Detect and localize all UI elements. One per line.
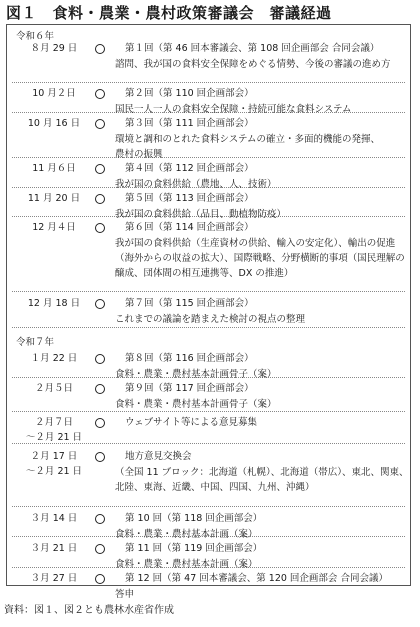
entry-date: 12 月４日 xyxy=(32,222,76,233)
row-separator xyxy=(12,82,405,83)
entry-detail: 食料・農業・農村基本計画骨子（案） xyxy=(115,399,277,410)
circle-bullet-icon xyxy=(95,452,105,462)
figure-title: 図１ 食料・農業・農村政策審議会 審議経過 xyxy=(6,4,332,22)
entry-date: 11 月６日 xyxy=(32,163,76,174)
timeline-entry xyxy=(7,573,410,600)
entry-date: ２月７日 xyxy=(34,417,73,428)
timeline-entry xyxy=(7,353,410,380)
circle-bullet-icon xyxy=(95,89,105,99)
circle-bullet-icon xyxy=(95,44,105,54)
circle-bullet-icon xyxy=(95,384,105,394)
entry-heading: 第９回（第 117 回企画部会） xyxy=(125,383,254,394)
entry-heading: 第８回（第 116 回企画部会） xyxy=(125,353,254,364)
entry-date: ３月 21 日 xyxy=(30,543,78,554)
entry-detail: 食料・農業・農村基本計画（案） xyxy=(115,529,258,540)
entry-detail: 我が国の食料供給（品目、動植物防疫） xyxy=(115,209,287,220)
entry-heading: ウェブサイト等による意見募集 xyxy=(125,417,257,428)
entry-date: 12 月 18 日 xyxy=(27,298,81,309)
entry-heading: 第６回（第 114 回企画部会） xyxy=(125,222,254,233)
entry-date: ～２月 21 日 xyxy=(25,432,83,443)
entry-detail: これまでの議論を踏まえた検討の視点の整理 xyxy=(115,314,306,325)
entry-heading: 第１回（第 46 回本審議会、第 108 回企画部会 合同会議） xyxy=(125,43,380,54)
circle-bullet-icon xyxy=(95,514,105,524)
entry-date: 10 月 16 日 xyxy=(27,118,81,129)
entry-detail: 我が国の食料供給（生産資材の供給、輸入の安定化）、輸出の促進 xyxy=(115,238,396,249)
row-separator xyxy=(12,157,405,158)
timeline-entry xyxy=(7,88,410,115)
entry-date: 11 月 20 日 xyxy=(27,193,81,204)
entry-detail: 我が国の食料供給（農地、人、技術） xyxy=(115,179,277,190)
entry-detail: 醸成、団体間の相互連携等、DX の推進） xyxy=(115,268,294,279)
entry-heading: 第２回（第 110 回企画部会） xyxy=(125,88,254,99)
timeline-entry xyxy=(7,222,410,279)
source-note: 資料：図１、図２とも農林水産省作成 xyxy=(4,605,174,616)
entry-detail: （全国 11 ブロック：北海道（札幌）、北海道（帯広）、東北、関東、 xyxy=(115,467,409,478)
circle-bullet-icon xyxy=(95,119,105,129)
entry-date: ２月５日 xyxy=(34,383,73,394)
entry-heading: 第３回（第 111 回企画部会） xyxy=(125,118,254,129)
timeline-entry xyxy=(7,451,410,493)
entry-detail: 環境と調和のとれた食料システムの確立・多面的機能の発揮、 xyxy=(115,134,381,145)
timeline-entry xyxy=(7,193,410,220)
entry-detail: 諮問、我が国の食料安全保障をめぐる情勢、今後の審議の進め方 xyxy=(115,59,391,70)
row-separator xyxy=(12,506,405,507)
entry-date: 10 月２日 xyxy=(32,88,76,99)
circle-bullet-icon xyxy=(95,164,105,174)
entry-heading: 第５回（第 113 回企画部会） xyxy=(125,193,254,204)
entry-detail: 農村の振興 xyxy=(115,149,163,160)
row-separator xyxy=(12,291,405,292)
entry-date: ８月 29 日 xyxy=(30,43,78,54)
entry-detail: 北陸、東海、近畿、中国、四国、九州、沖縄） xyxy=(115,482,315,493)
timeline-entry xyxy=(7,163,410,190)
timeline-entry xyxy=(7,298,410,325)
timeline-entry xyxy=(7,118,410,160)
entry-date: ２月 17 日 xyxy=(30,451,78,462)
circle-bullet-icon xyxy=(95,354,105,364)
circle-bullet-icon xyxy=(95,544,105,554)
timeline-entry xyxy=(7,383,410,410)
entry-detail: 食料・農業・農村基本計画（案） xyxy=(115,559,258,570)
entry-date: ３月 14 日 xyxy=(30,513,78,524)
timeline-entry xyxy=(7,417,410,443)
entry-detail: （海外からの収益の拡大）、国際戦略、分野横断的事項（国民理解の xyxy=(115,253,405,264)
entry-heading: 第 12 回（第 47 回本審議会、第 120 回企画部会 合同会議） xyxy=(125,573,388,584)
era-label: 令和６年 xyxy=(16,31,55,42)
entry-date: ～２月 21 日 xyxy=(25,466,83,477)
entry-heading: 第７回（第 115 回企画部会） xyxy=(125,298,254,309)
timeline-entry xyxy=(7,513,410,540)
circle-bullet-icon xyxy=(95,299,105,309)
row-separator xyxy=(12,327,405,328)
entry-heading: 第４回（第 112 回企画部会） xyxy=(125,163,254,174)
entry-heading: 第 10 回（第 118 回企画部会） xyxy=(125,513,263,524)
entry-date: ３月 27 日 xyxy=(30,573,78,584)
entry-detail: 食料・農業・農村基本計画骨子（案） xyxy=(115,369,277,380)
timeline-entry xyxy=(7,43,410,70)
entry-heading: 地方意見交換会 xyxy=(125,451,192,462)
entry-detail: 答申 xyxy=(115,589,135,600)
entry-heading: 第 11 回（第 119 回企画部会） xyxy=(125,543,263,554)
circle-bullet-icon xyxy=(95,223,105,233)
entry-detail: 国民一人一人の食料安全保障・持続可能な食料システム xyxy=(115,104,352,115)
era-label: 令和７年 xyxy=(16,337,55,348)
timeline-entry xyxy=(7,543,410,570)
circle-bullet-icon xyxy=(95,194,105,204)
circle-bullet-icon xyxy=(95,574,105,584)
entry-date: １月 22 日 xyxy=(30,353,78,364)
circle-bullet-icon xyxy=(95,418,105,428)
timeline-box xyxy=(6,24,411,600)
